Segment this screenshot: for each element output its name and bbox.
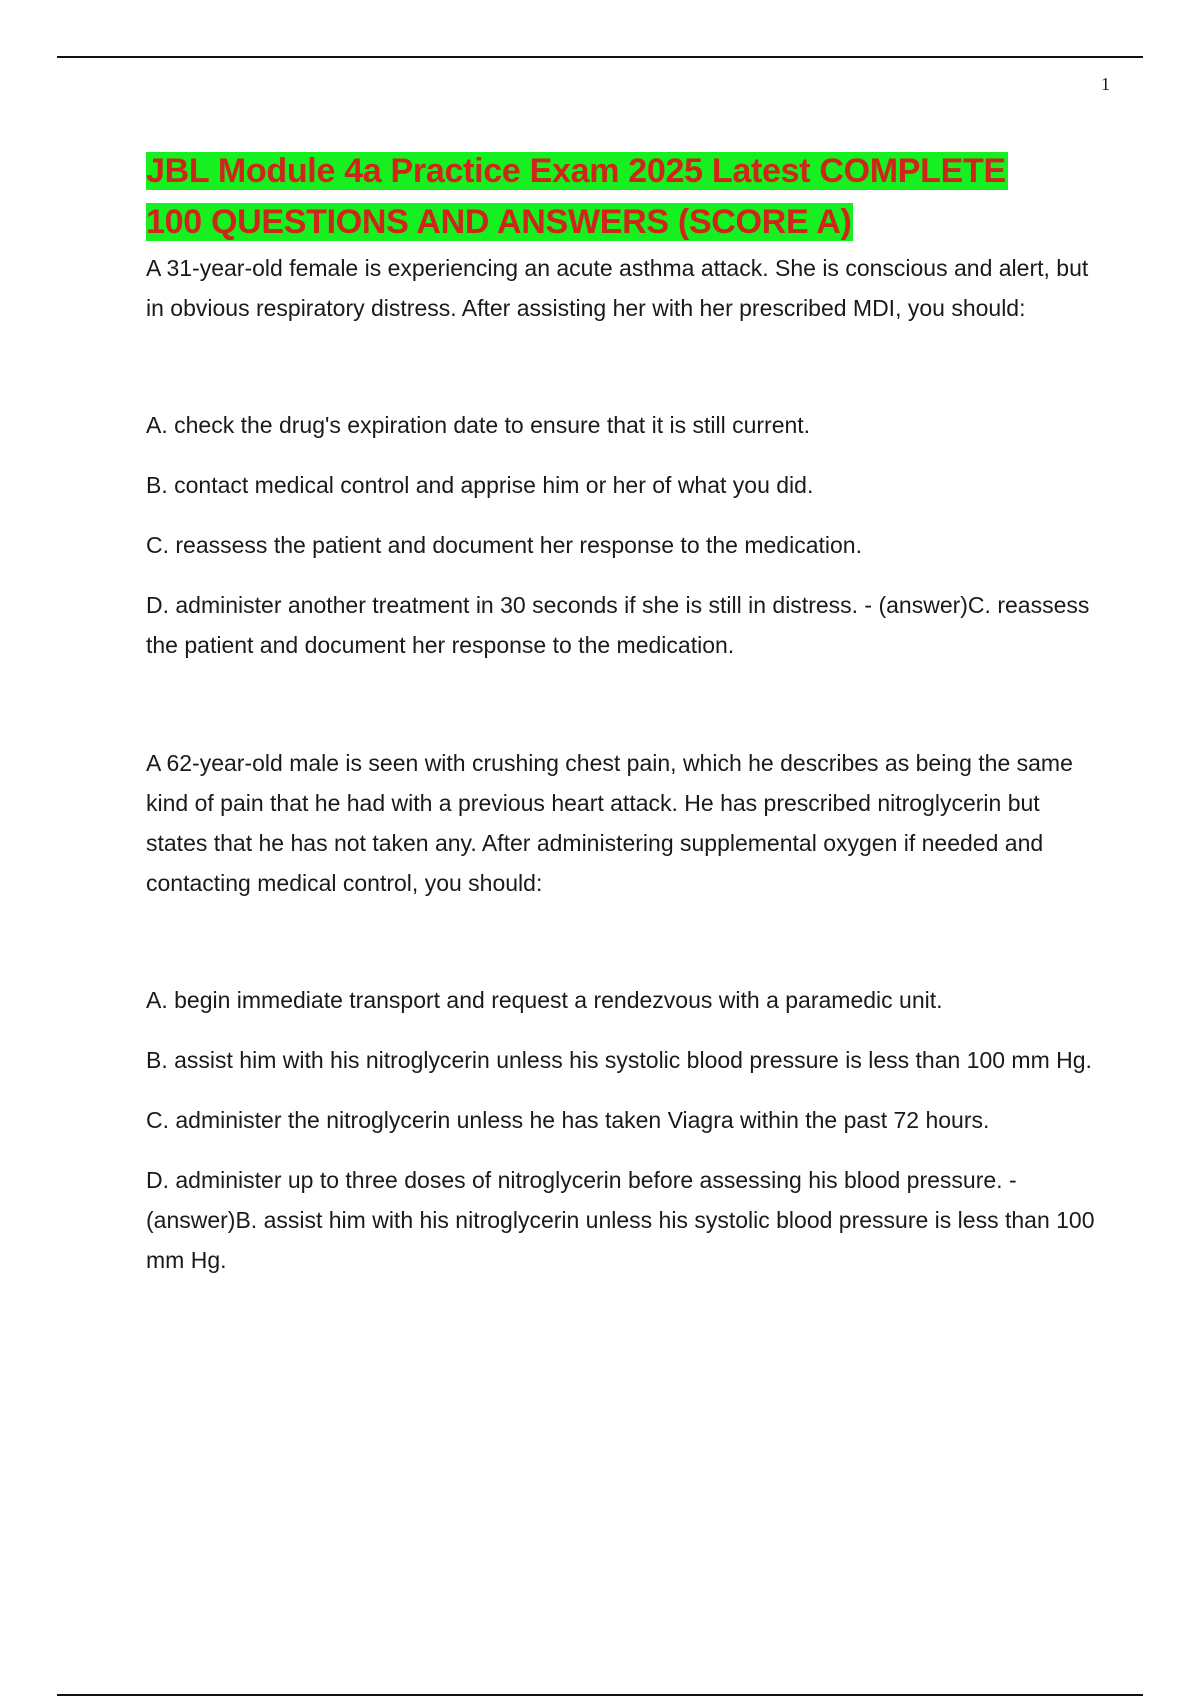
header-rule <box>57 56 1143 58</box>
page-number: 1 <box>1101 74 1110 94</box>
answer-options <box>146 980 1096 1280</box>
option-b: B. contact medical control and apprise him or her of what you did. <box>146 472 814 498</box>
answer-options <box>146 405 1096 665</box>
document-body <box>146 146 1096 1280</box>
option-d-with-answer: D. administer up to three doses of nitroglycerin before assessing his blood pressure. - (answer)B. assist him with his nitroglycerin unless his systolic blood pressure is less than 100 mm Hg. <box>146 1167 1095 1273</box>
option-c: C. reassess the patient and document her response to the medication. <box>146 532 862 558</box>
option-b: B. assist him with his nitroglycerin unless his systolic blood pressure is less than 100 mm Hg. <box>146 1047 1092 1073</box>
title-line-2: 100 QUESTIONS AND ANSWERS (SCORE A) <box>146 203 852 241</box>
document-title <box>146 146 1096 248</box>
option-a: A. begin immediate transport and request a rendezvous with a paramedic unit. <box>146 987 943 1013</box>
footer-rule <box>57 1694 1143 1696</box>
option-c: C. administer the nitroglycerin unless he has taken Viagra within the past 72 hours. <box>146 1107 990 1133</box>
option-d-with-answer: D. administer another treatment in 30 seconds if she is still in distress. - (answer)C. reassess the patient and document her response to the medication. <box>146 592 1090 658</box>
option-a: A. check the drug's expiration date to ensure that it is still current. <box>146 412 811 438</box>
question-block <box>146 248 1096 665</box>
question-stem: A 62-year-old male is seen with crushing chest pain, which he describes as being the same kind of pain that he had with a previous heart attack. He has prescribed nitroglycerin but states that he has not taken any. After administering supplemental oxygen if needed and contacting medical control, you should: <box>146 750 1073 896</box>
question-block <box>146 743 1096 1280</box>
question-stem: A 31-year-old female is experiencing an acute asthma attack. She is conscious and alert, but in obvious respiratory distress. After assisting her with her prescribed MDI, you should: <box>146 255 1089 321</box>
title-line-1: JBL Module 4a Practice Exam 2025 Latest COMPLETE <box>146 152 1006 190</box>
